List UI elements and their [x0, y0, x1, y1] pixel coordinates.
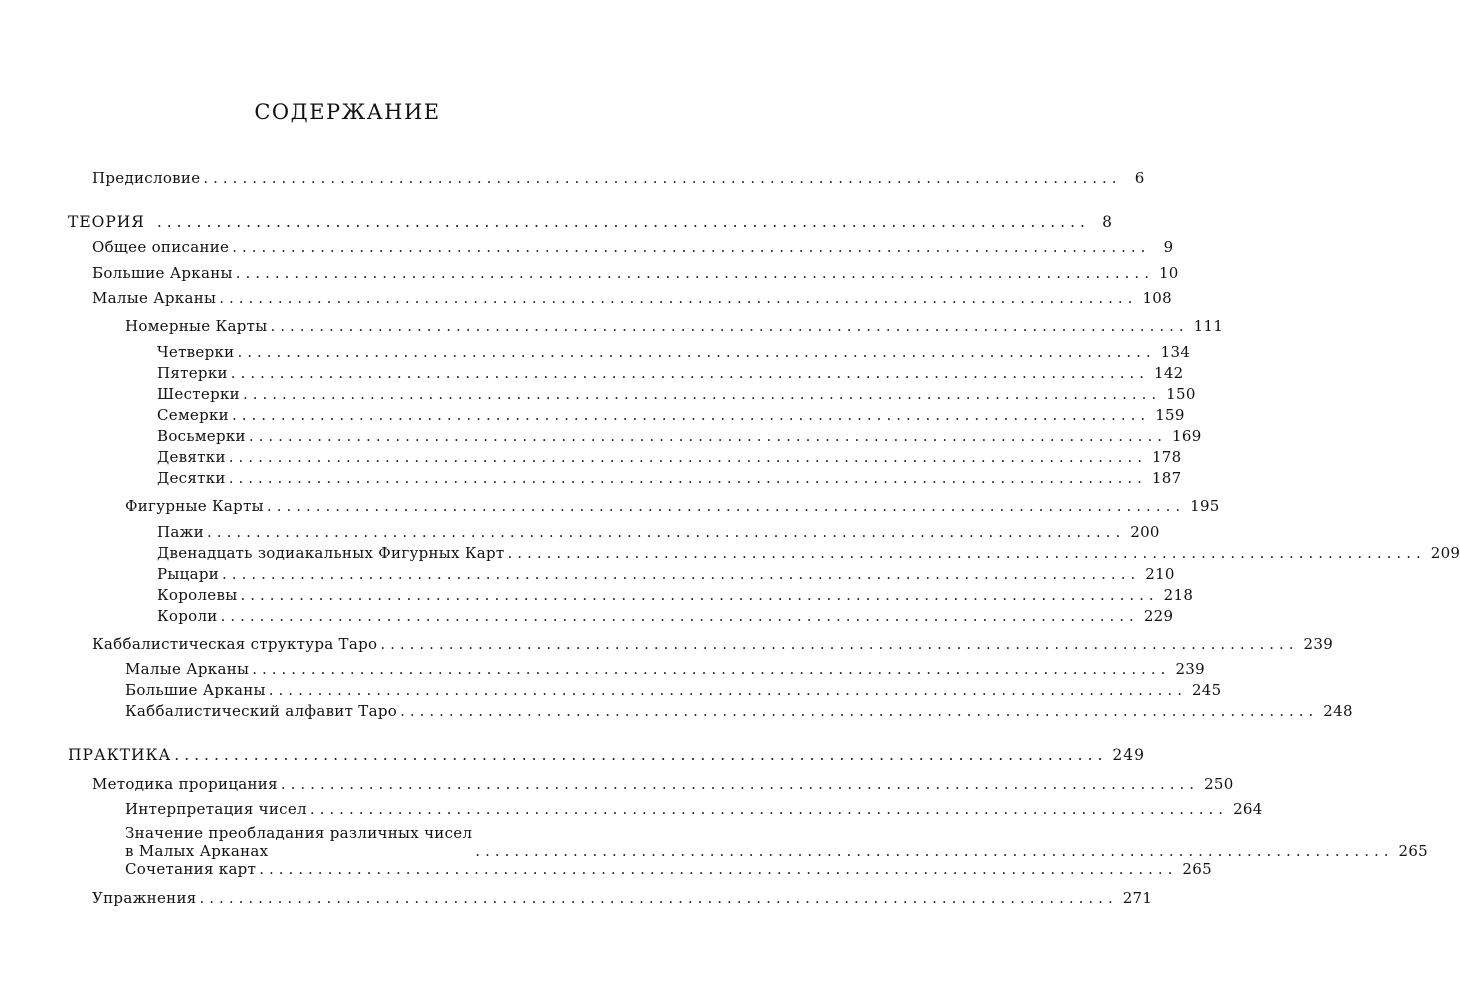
leader-dots: .............................................................................................. [222, 565, 1141, 583]
toc-entry-label: Предисловие [92, 169, 201, 187]
toc-entry-page: 8 [1102, 213, 1113, 231]
toc-entry[interactable] [92, 238, 1174, 256]
leader-dots: .............................................................................................. [266, 497, 1186, 515]
toc-entry[interactable] [92, 289, 1172, 307]
leader-dots: .............................................................................................. [248, 427, 1168, 445]
toc-entry-page: 187 [1151, 469, 1182, 487]
toc-entry-label: Четверки [157, 343, 235, 361]
leader-dots: .............................................................................................. [235, 264, 1154, 282]
toc-entry-label: Фигурные Карты [125, 497, 264, 515]
toc-entry-label: Семерки [157, 406, 229, 424]
leader-dots: .............................................................................................. [242, 385, 1162, 403]
leader-dots: .............................................................................................. [174, 746, 1108, 764]
toc-entry-page: 200 [1130, 523, 1160, 541]
leader-dots: .............................................................................................. [240, 586, 1159, 604]
leader-dots: .............................................................................................. [268, 681, 1187, 699]
toc-entry-label: Двенадцать зодиакальных Фигурных Карт [157, 544, 505, 562]
toc-entry[interactable] [92, 889, 1153, 907]
toc-entry-label: Шестерки [157, 385, 240, 403]
toc-entry-page: 169 [1172, 427, 1202, 445]
toc-entry[interactable] [92, 169, 1145, 187]
toc-entry-page: 134 [1160, 343, 1191, 361]
leader-dots: .............................................................................................. [156, 213, 1090, 231]
toc-entry[interactable] [125, 681, 1222, 699]
page-title: СОДЕРЖАНИЕ [254, 100, 441, 124]
toc-entry-label: Упражнения [92, 889, 197, 907]
leader-dots: .............................................................................................. [203, 169, 1122, 187]
toc-entry-label: Каббалистический алфавит Таро [125, 702, 398, 720]
toc-entry-page: 6 [1134, 169, 1145, 187]
toc-entry-label: Общее описание [92, 238, 230, 256]
toc-entry[interactable] [125, 317, 1224, 335]
toc-entry-page: 159 [1155, 406, 1185, 424]
toc-entry-label: Каббалистическая структура Таро [92, 635, 378, 653]
toc-entry-label: Рыцари [157, 565, 220, 583]
toc-entry-label: Номерные Карты [125, 317, 268, 335]
leader-dots: .............................................................................................. [400, 702, 1319, 720]
leader-dots: .............................................................................................. [252, 660, 1171, 678]
toc-entry-label: Королевы [157, 586, 238, 604]
toc-entry-page: 239 [1303, 635, 1334, 653]
toc-entry-label: Десятки [157, 469, 226, 487]
leader-dots: .............................................................................................. [219, 289, 1138, 307]
toc-entry-label: Интерпретация чисел [125, 800, 307, 818]
toc-entry-label: Пятерки [157, 364, 228, 382]
toc-entry[interactable] [157, 586, 1194, 604]
toc-entry-label: ТЕОРИЯ [68, 213, 145, 231]
toc-entry-page: 9 [1163, 238, 1174, 256]
leader-dots: .............................................................................................. [228, 469, 1147, 487]
leader-dots: .............................................................................................. [475, 842, 1394, 860]
leader-dots: .............................................................................................. [228, 448, 1147, 466]
leader-dots: .............................................................................................. [220, 607, 1139, 625]
leader-dots: .............................................................................................. [231, 406, 1151, 424]
toc-entry-page: 150 [1166, 385, 1196, 403]
leader-dots: .............................................................................................. [199, 889, 1118, 907]
toc-entry-label: Восьмерки [157, 427, 246, 445]
toc-entry-page: 108 [1142, 289, 1172, 307]
toc-entry[interactable] [125, 702, 1353, 720]
toc-entry[interactable] [157, 607, 1174, 625]
leader-dots: .............................................................................................. [207, 523, 1126, 541]
leader-dots: .............................................................................................. [280, 775, 1200, 793]
toc-entry[interactable] [92, 635, 1334, 653]
toc-entry-page: 195 [1190, 497, 1220, 515]
toc-entry-page: 265 [1398, 842, 1429, 860]
toc-entry[interactable] [125, 497, 1220, 515]
leader-dots: .............................................................................................. [380, 635, 1299, 653]
toc-entry-page: 249 [1112, 746, 1146, 764]
toc-entry[interactable] [157, 385, 1196, 403]
toc-entry-label-line1: Значение преобладания различных чисел [125, 824, 473, 842]
toc-entry-label: Малые Арканы [92, 289, 217, 307]
leader-dots: .............................................................................................. [270, 317, 1189, 335]
toc-entry[interactable] [157, 343, 1191, 361]
leader-dots: .............................................................................................. [309, 800, 1229, 818]
toc-entry[interactable] [157, 406, 1185, 424]
toc-entry-label: Девятки [157, 448, 226, 466]
toc-entry[interactable] [92, 264, 1179, 282]
toc-section[interactable] [68, 746, 1146, 764]
toc-entry[interactable] [157, 448, 1182, 466]
toc-entry[interactable] [92, 775, 1234, 793]
leader-dots: .............................................................................................. [259, 860, 1178, 878]
toc-entry-label: Сочетания карт [125, 860, 257, 878]
toc-entry[interactable] [157, 523, 1160, 541]
toc-entry-page: 239 [1175, 660, 1205, 678]
toc-entry-label: ПРАКТИКА [68, 746, 172, 764]
toc-entry[interactable] [157, 565, 1175, 583]
toc-entry[interactable] [157, 544, 1460, 562]
toc-entry[interactable] [125, 860, 1212, 878]
toc-entry-label [125, 824, 472, 860]
toc-entry-page: 111 [1193, 317, 1224, 335]
toc-section[interactable] [68, 213, 1113, 231]
toc-entry-label: Малые Арканы [125, 660, 250, 678]
toc-entry-page: 250 [1204, 775, 1234, 793]
leader-dots: .............................................................................................. [232, 238, 1151, 256]
leader-dots: .............................................................................................. [230, 364, 1149, 382]
toc-entry-page: 271 [1122, 889, 1153, 907]
toc-entry-page: 210 [1145, 565, 1175, 583]
leader-dots: .............................................................................................. [237, 343, 1156, 361]
toc-entry-page: 245 [1191, 681, 1222, 699]
toc-entry-label: Большие Арканы [92, 264, 233, 282]
toc-entry-page: 264 [1233, 800, 1263, 818]
toc-entry[interactable] [157, 469, 1182, 487]
toc-entry-page: 229 [1143, 607, 1174, 625]
toc-entry-page: 248 [1323, 702, 1353, 720]
toc-entry-page: 10 [1158, 264, 1179, 282]
toc-entry-page: 209 [1430, 544, 1460, 562]
toc-entry-page: 265 [1182, 860, 1212, 878]
toc-entry[interactable] [125, 660, 1205, 678]
toc-entry-label: Короли [157, 607, 218, 625]
toc-entry[interactable] [125, 800, 1263, 818]
toc-entry-page: 142 [1154, 364, 1184, 382]
toc-entry-label: Методика прорицания [92, 775, 278, 793]
toc-entry-page: 218 [1163, 586, 1194, 604]
leader-dots: .............................................................................................. [507, 544, 1426, 562]
toc-entry[interactable] [157, 427, 1202, 445]
toc-entry-label: Большие Арканы [125, 681, 266, 699]
toc-entry-label-line2: в Малых Арканах [125, 842, 269, 860]
toc-entry-label: Пажи [157, 523, 205, 541]
toc-entry-page: 178 [1151, 448, 1182, 466]
toc-entry[interactable] [157, 364, 1184, 382]
toc-entry[interactable] [125, 824, 1429, 860]
